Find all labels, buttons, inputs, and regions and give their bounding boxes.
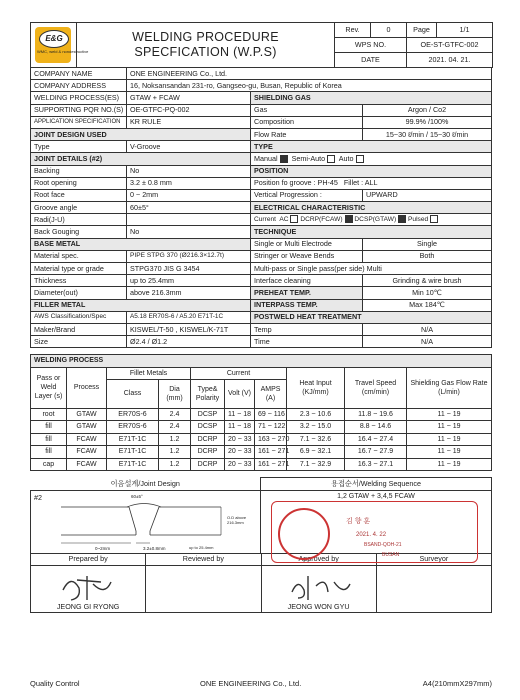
thickness-value: up to 25.4mm [127, 275, 251, 287]
ac-option: AC [279, 215, 289, 223]
flow-value: 15~30 ℓ/min / 15~30 ℓ/min [363, 128, 492, 140]
process-cell-travel: 16.3 ~ 27.1 [345, 458, 407, 471]
process-row [31, 433, 492, 446]
root-face-value: 0 ~ 2mm [127, 189, 251, 201]
company-table [30, 67, 492, 92]
current-options [251, 214, 492, 226]
type-label: Type [31, 141, 127, 153]
single-multi-value: Single [363, 238, 492, 250]
manual-checkbox[interactable] [280, 155, 288, 163]
rev-label: Rev. [335, 23, 371, 38]
stamp-seal-icon [278, 508, 330, 560]
process-cell-type: DCRP [191, 446, 225, 459]
filler-header: FILLER METAL [31, 299, 251, 311]
process-cell-process: FCAW [67, 446, 107, 459]
groove-pos-label: Position fo groove : [254, 178, 316, 188]
groove-position [251, 177, 492, 189]
dcsp-option: DCSP(GTAW) [354, 215, 397, 223]
type-header: TYPE [251, 141, 492, 153]
interpass-label: INTERPASS TEMP. [251, 299, 363, 311]
surveyor-cell [376, 565, 491, 612]
pwht-header: POSTWELD HEAT TREATMENT [251, 311, 492, 323]
process-cell-heat: 6.9 ~ 32.1 [287, 446, 345, 459]
time-value: N/A [363, 336, 492, 348]
surveyor-stamp [271, 501, 478, 563]
process-cell-travel: 11.8 ~ 19.6 [345, 408, 407, 421]
process-cell-type: DCSP [191, 408, 225, 421]
maker-value: KISWEL/T-50 , KISWEL/K-71T [127, 323, 251, 335]
interface-label: Interface cleaning [251, 275, 363, 287]
angle-label: 60±5° [131, 493, 143, 499]
electrical-header: ELECTRICAL CHARACTERISTIC [251, 202, 492, 214]
fillet-value: ALL [364, 178, 378, 188]
col-volt: Volt (V) [225, 379, 255, 408]
process-cell-amps: 69 ~ 116 [255, 408, 287, 421]
process-cell-dia: 1.2 [159, 433, 191, 446]
dcrp-checkbox[interactable] [345, 215, 353, 223]
radius-label: Radi(J-U) [31, 214, 127, 226]
document-title [77, 23, 335, 68]
process-label: WELDING PROCESS(ES) [31, 92, 127, 104]
ac-checkbox[interactable] [290, 215, 298, 223]
groove-pos-value: PH-45 [317, 178, 338, 188]
process-cell-travel: 16.7 ~ 27.9 [345, 446, 407, 459]
prepared-label: Prepared by [31, 553, 146, 565]
process-cell-process: FCAW [67, 458, 107, 471]
approved-name: JEONG WON GYU [287, 601, 350, 611]
process-cell-type: DCRP [191, 433, 225, 446]
process-cell-type: DCRP [191, 458, 225, 471]
approved-cell [261, 565, 376, 612]
col-amps: AMPS (A) [255, 379, 287, 408]
design-table [30, 477, 492, 558]
process-cell-process: FCAW [67, 433, 107, 446]
interface-value: Grinding & wire brush [363, 275, 492, 287]
pqr-value: OE-GTFC-PQ-002 [127, 104, 251, 116]
company-address-label: COMPANY ADDRESS [31, 80, 127, 92]
wps-value: OE-ST-GTFC-002 [407, 38, 493, 53]
page-value: 1/1 [437, 23, 493, 38]
single-multi-label: Single or Multi Electrode [251, 238, 363, 250]
reviewed-label: Reviewed by [146, 553, 261, 565]
process-row [31, 408, 492, 421]
title-line-1: WELDING PROCEDURE [132, 30, 279, 44]
backing-value: No [127, 165, 251, 177]
temp-value: N/A [363, 323, 492, 335]
technique-header: TECHNIQUE [251, 226, 492, 238]
process-cell-type: DCSP [191, 421, 225, 434]
pulsed-checkbox[interactable] [430, 215, 438, 223]
sequence-text: 1,2 GTAW + 3,4,5 FCAW [337, 492, 415, 500]
stamp-number: BSAND-QOH-21 [364, 541, 402, 548]
process-cell-pass: fill [31, 446, 67, 459]
joint-details-header: JOINT DETAILS (#2) [31, 153, 251, 165]
wps-label: WPS NO. [335, 38, 407, 53]
process-cell-process: GTAW [67, 408, 107, 421]
semi-auto-option: Semi-Auto [291, 153, 326, 163]
reviewed-cell [146, 565, 261, 612]
process-cell-volt: 11 ~ 18 [225, 421, 255, 434]
process-cell-heat: 7.1 ~ 32.6 [287, 433, 345, 446]
process-cell-class: ER70S-6 [107, 408, 159, 421]
process-cell-shield: 11 ~ 19 [407, 408, 492, 421]
company-name-value: ONE ENGINEERING Co., Ltd. [127, 68, 492, 80]
root-gap-dim: 3.2±0.8mm [143, 545, 166, 551]
maker-label: Maker/Brand [31, 323, 127, 335]
diameter-value: above 216.3mm [127, 287, 251, 299]
col-filler: Fillet Metals [107, 367, 191, 379]
process-cell-pass: root [31, 408, 67, 421]
backing-label: Backing [31, 165, 127, 177]
process-cell-amps: 71 ~ 122 [255, 421, 287, 434]
process-cell-class: E71T-1C [107, 446, 159, 459]
process-cell-shield: 11 ~ 19 [407, 446, 492, 459]
logo-text: E&G [39, 30, 69, 48]
vertical-label: Vertical Progression : [251, 189, 363, 201]
page-label: Page [407, 23, 437, 38]
process-cell-amps: 161 ~ 271 [255, 458, 287, 471]
back-gouging-label: Back Gouging [31, 226, 127, 238]
temp-label: Temp [251, 323, 363, 335]
prepared-cell [31, 565, 146, 612]
app-label: APPLICATION SPECIFICATION [31, 116, 127, 128]
prepared-name: JEONG GI RYONG [56, 601, 120, 611]
process-cell-volt: 20 ~ 33 [225, 446, 255, 459]
col-process: Process [67, 367, 107, 408]
process-cell-dia: 2.4 [159, 421, 191, 434]
joint-design-title: 이음설계/Joint Design [110, 478, 180, 488]
root-opening-value: 3.2 ± 0.8 mm [127, 177, 251, 189]
time-label: Time [251, 336, 363, 348]
col-dia: Dia (mm) [159, 379, 191, 408]
logo-subtext: WMC, weld & nondestructive [37, 49, 89, 54]
sequence-cell [261, 490, 492, 558]
col-heat: Heat Input (KJ/mm) [287, 367, 345, 408]
stamp-city: BUSAN [382, 551, 400, 558]
multipass-value: Multi [366, 263, 382, 273]
sequence-title: 용접순서/Welding Sequence [261, 478, 492, 490]
process-cell-volt: 20 ~ 33 [225, 433, 255, 446]
prepared-signature [57, 570, 117, 604]
welding-process-header: WELDING PROCESS [31, 355, 492, 368]
aws-label: AWS Classification/Spec [31, 311, 127, 323]
material-type-value: STPG370 JIS G 3454 [127, 263, 251, 275]
manual-option: Manual [254, 153, 278, 163]
interpass-value: Max 184℃ [363, 299, 492, 311]
base-metal-header: BASE METAL [31, 238, 251, 250]
company-address-value: 16, Noksansandan 231-ro, Gangseo-gu, Busan, Republic of Korea [127, 80, 492, 92]
col-shield: Shielding Gas Flow Rate (L/min) [407, 367, 492, 408]
dcsp-checkbox[interactable] [398, 215, 406, 223]
col-pass: Pass or Weld Layer (s) [31, 367, 67, 408]
rev-value: 0 [371, 23, 407, 38]
process-cell-pass: fill [31, 433, 67, 446]
process-cell-heat: 3.2 ~ 15.0 [287, 421, 345, 434]
root-face-label: Root face [31, 189, 127, 201]
flow-label: Flow Rate [251, 128, 363, 140]
vertical-value: UPWARD [363, 189, 492, 201]
diameter-label: Diameter(out) [31, 287, 127, 299]
composition-label: Composition [251, 116, 363, 128]
date-label: DATE [335, 53, 407, 68]
stamp-name: 김 향 훈 [346, 517, 371, 525]
pqr-label: SUPPORTING PQR NO.(S) [31, 104, 127, 116]
process-cell-process: GTAW [67, 421, 107, 434]
process-cell-heat: 2.3 ~ 10.6 [287, 408, 345, 421]
process-cell-class: E71T-1C [107, 433, 159, 446]
title-line-2: SPECFICATION (W.P.S) [134, 45, 277, 59]
process-cell-dia: 2.4 [159, 408, 191, 421]
process-cell-shield: 11 ~ 19 [407, 433, 492, 446]
dcrp-option: DCRP(FCAW) [300, 215, 343, 223]
process-cell-class: ER70S-6 [107, 421, 159, 434]
current-label: Current [254, 215, 276, 223]
process-row [31, 421, 492, 434]
stamp-date: 2021. 4. 22 [356, 531, 387, 538]
process-cell-volt: 11 ~ 18 [225, 408, 255, 421]
pulsed-option: Pulsed [408, 215, 429, 223]
process-cell-class: E71T-1C [107, 458, 159, 471]
process-cell-amps: 163 ~ 270 [255, 433, 287, 446]
app-value: KR RULE [127, 116, 251, 128]
semi-auto-checkbox[interactable] [327, 155, 335, 163]
process-row [31, 458, 492, 471]
type-options [251, 153, 492, 165]
material-spec-label: Material spec. [31, 250, 127, 262]
process-cell-travel: 8.8 ~ 14.6 [345, 421, 407, 434]
auto-checkbox[interactable] [356, 155, 364, 163]
gas-label: Gas [251, 104, 363, 116]
process-cell-dia: 1.2 [159, 446, 191, 459]
joint-design-header: JOINT DESIGN USED [31, 128, 251, 140]
auto-option: Auto [338, 153, 354, 163]
footer-center: ONE ENGINEERING Co., Ltd. [200, 679, 302, 688]
multipass-row [251, 263, 492, 275]
col-type: Type& Polarity [191, 379, 225, 408]
shielding-header: SHIELDING GAS [251, 92, 492, 104]
preheat-value: Min 10℃ [363, 287, 492, 299]
process-row [31, 446, 492, 459]
multipass-label: Multi-pass or Single pass(per side) [254, 263, 365, 273]
date-value: 2021. 04. 21. [407, 53, 493, 68]
composition-value: 99.9% /100% [363, 116, 492, 128]
process-cell-amps: 161 ~ 271 [255, 446, 287, 459]
process-cell-dia: 1.2 [159, 458, 191, 471]
root-face-dim: 0~2mm [95, 545, 111, 551]
col-class: Class [107, 379, 159, 408]
process-value: GTAW + FCAW [127, 92, 251, 104]
process-cell-shield: 11 ~ 19 [407, 421, 492, 434]
process-cell-travel: 16.4 ~ 27.4 [345, 433, 407, 446]
fillet-label: Fillet : [343, 178, 364, 188]
od-dim: O.D above 216.3mm [227, 514, 247, 525]
process-cell-pass: cap [31, 458, 67, 471]
back-gouging-value: No [127, 226, 251, 238]
size-value: Ø2.4 / Ø1.2 [127, 336, 251, 348]
root-opening-label: Root opening [31, 177, 127, 189]
material-type-label: Material type or grade [31, 263, 127, 275]
header-table [30, 22, 493, 68]
joint-design-cell [31, 490, 261, 553]
process-cell-volt: 20 ~ 33 [225, 458, 255, 471]
approved-label: Approved by [261, 553, 376, 565]
radius-value [127, 214, 251, 226]
aws-value: A5.18 ER70S-6 / A5.20 E71T-1C [127, 311, 251, 323]
preheat-label: PREHEAT TEMP. [251, 287, 363, 299]
company-logo [35, 27, 89, 63]
footer-right: A4(210mmX297mm) [422, 679, 492, 688]
size-label: Size [31, 336, 127, 348]
col-travel: Travel Speed (cm/min) [345, 367, 407, 408]
footer-left: Quality Control [30, 679, 80, 688]
process-cell-shield: 11 ~ 19 [407, 458, 492, 471]
spec-table [30, 91, 492, 348]
thk-dim: up to 25.4mm [189, 544, 214, 550]
position-header: POSITION [251, 165, 492, 177]
surveyor-label: Surveyor [376, 553, 491, 565]
material-spec-value: PIPE STPG 370 (Ø216.3×12.7t) [127, 250, 251, 262]
type-value: V-Groove [127, 141, 251, 153]
joint-mark: #2 [34, 492, 42, 502]
welding-process-table [30, 354, 492, 471]
groove-angle-label: Groove angle [31, 202, 127, 214]
approved-signature [286, 570, 356, 604]
thickness-label: Thickness [31, 275, 127, 287]
col-current: Current [191, 367, 287, 379]
groove-angle-value: 60±5° [127, 202, 251, 214]
stringer-label: Stringer or Weave Bends [251, 250, 363, 262]
wps-document [30, 22, 492, 613]
process-cell-pass: fill [31, 421, 67, 434]
stringer-value: Both [363, 250, 492, 262]
company-name-label: COMPANY NAME [31, 68, 127, 80]
process-cell-heat: 7.1 ~ 32.9 [287, 458, 345, 471]
gas-value: Argon / Co2 [363, 104, 492, 116]
